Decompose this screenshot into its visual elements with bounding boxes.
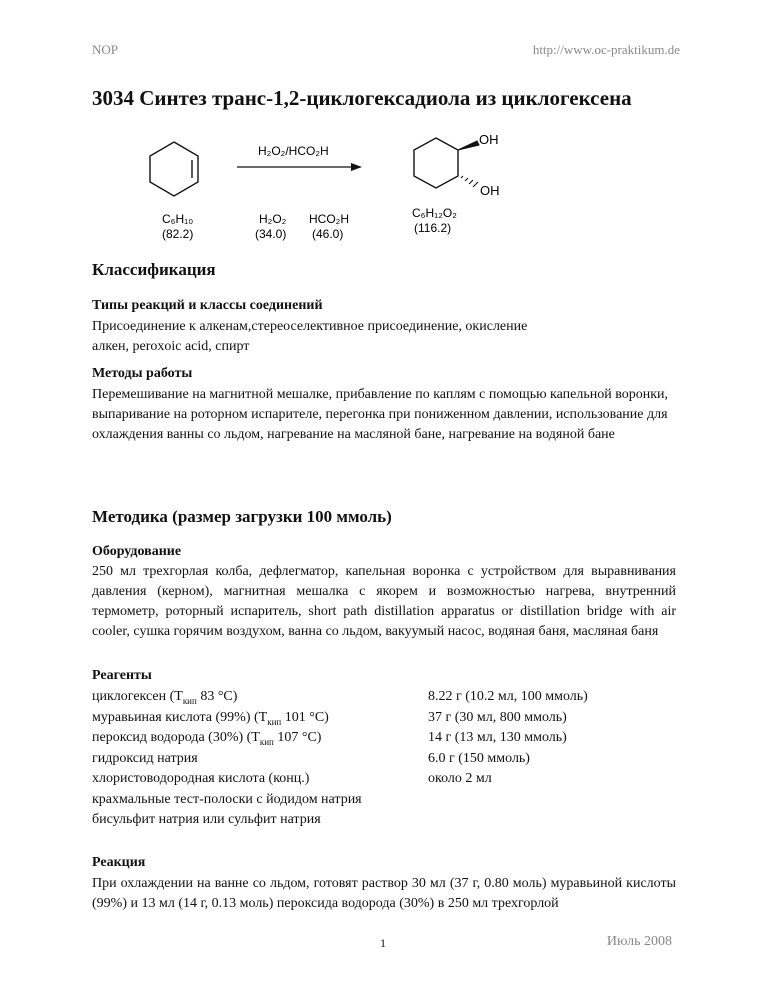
- cyclohexanediol-structure: [414, 138, 479, 188]
- equipment-text: 250 мл трехгорлая колба, дефлегматор, капельная воронка с устройством для выравнивания давления (керном), магнитная мешалка с якорем и возможностью нагрева, внутренний термометр, роторный испаритель, short path distillation apparatus or distillation bridge with air cooler, сушка горячим воздухом, ванна со льдом, вакуумый насос, водяная баня, масляная баня: [92, 564, 676, 639]
- types-heading: Типы реакций и классы соединений: [92, 298, 323, 313]
- formula-formic-acid: HCO₂H: [309, 212, 349, 226]
- arrow-reagents: H₂O₂/HCO₂H: [258, 144, 329, 158]
- cyclohexene-structure: [150, 142, 198, 196]
- oh-bottom: OH: [480, 183, 500, 198]
- methods-text: Перемешивание на магнитной мешалке, прибавление по каплям с помощью капельной воронки, выпаривание на роторном испарителе, перегонка при пониженном давлении, использование для охлаждения ванны со льдом, нагревание на масляной бане, нагревание на водяной бане: [92, 387, 669, 442]
- formula-product: C₆H₁₂O₂: [412, 206, 457, 220]
- reagents-list: [92, 687, 362, 831]
- mass-h2o2: (34.0): [255, 227, 287, 241]
- equipment-heading: Оборудование: [92, 544, 182, 559]
- methods-heading: Методы работы: [92, 366, 193, 381]
- amount-sodium-hydroxide: 6.0 г (150 ммоль): [428, 750, 530, 766]
- amount-formic-acid: 37 г (30 мл, 800 ммоль): [428, 709, 567, 725]
- reaction-text: При охлаждении на ванне со льдом, готовят раствор 30 мл (37 г, 0.80 моль) муравьиной кислоты (99%) и 13 мл (14 г, 0.13 моль) пероксида водорода (30%) в 250 мл трехгорлой: [92, 876, 676, 911]
- classification-heading: Классификация: [92, 260, 216, 279]
- reagent-starch-iodide-strips: крахмальные тест-полоски с йодидом натрия: [92, 791, 362, 807]
- oh-top: OH: [479, 132, 499, 147]
- reagent-hydrogen-peroxide: пероксид водорода (30%) ($T_{кип}$ 107 °C): [92, 730, 322, 747]
- reagent-cyclohexene: циклогексен ($T_{кип}$ 83 °C): [92, 689, 238, 706]
- reagent-sodium-hydroxide: гидроксид натрия: [92, 750, 198, 766]
- formula-cyclohexene: C₆H₁₀: [162, 212, 194, 226]
- reagent-amounts: [428, 687, 588, 790]
- types-line-2: алкен, peroxoic acid, спирт: [92, 339, 250, 354]
- amount-cyclohexene: 8.22 г (10.2 мл, 100 ммоль): [428, 689, 588, 704]
- reaction-heading: Реакция: [92, 855, 146, 870]
- mass-cyclohexene: (82.2): [162, 227, 194, 241]
- procedure-heading: Методика (размер загрузки 100 ммоль): [92, 507, 392, 526]
- reaction-scheme: [92, 120, 652, 250]
- mass-formic-acid: (46.0): [312, 227, 344, 241]
- mass-product: (116.2): [414, 221, 452, 235]
- reagent-formic-acid: муравьиная кислота (99%) ($T_{кип}$ 101 °C): [92, 709, 329, 727]
- reagent-sodium-bisulfite: бисульфит натрия или сульфит натрия: [92, 812, 321, 827]
- reaction-arrow: [237, 163, 362, 171]
- footer-date: Июль 2008: [606, 934, 672, 949]
- amount-hydrogen-peroxide: 14 г (13 мл, 130 ммоль): [428, 730, 567, 745]
- page-title: 3034 Синтез транс-1,2-циклогексадиола из циклогексена: [92, 86, 632, 110]
- page-number: 1: [380, 936, 386, 950]
- types-line-1: Присоединение к алкенам,стереоселективное присоединение, окисление: [92, 319, 528, 334]
- reagent-hydrochloric-acid: хлористоводородная кислота (конц.): [92, 771, 310, 786]
- header-left: NOP: [92, 42, 119, 57]
- header-url: http://www.oc-praktikum.de: [532, 42, 680, 57]
- reagents-heading: Реагенты: [92, 668, 152, 683]
- amount-hydrochloric-acid: около 2 мл: [428, 771, 492, 786]
- formula-h2o2: H₂O₂: [259, 212, 287, 226]
